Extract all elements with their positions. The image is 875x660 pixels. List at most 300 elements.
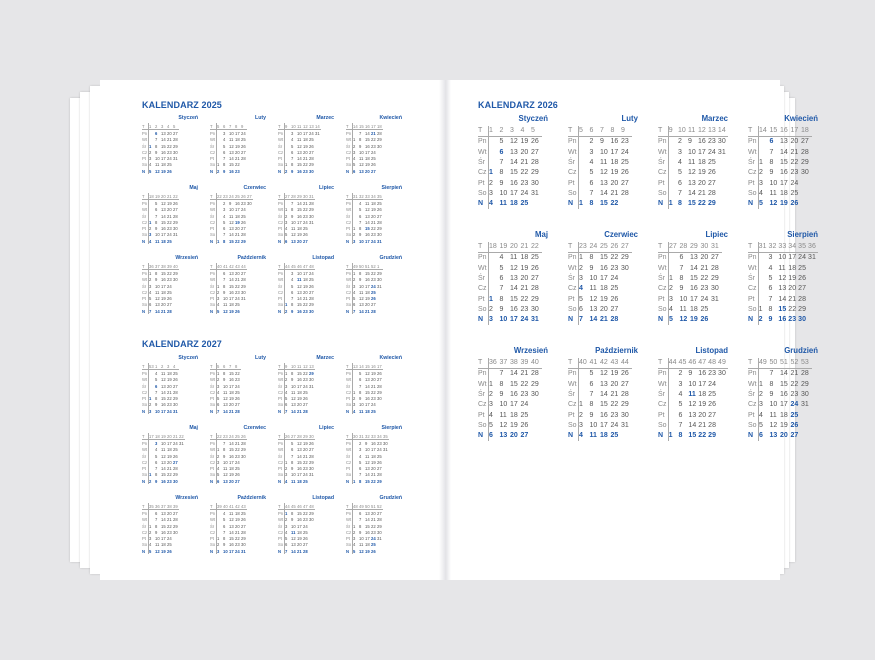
day-cell: 23 <box>700 285 709 293</box>
day-cell: 20 <box>698 411 707 419</box>
weekday-label: Pt <box>210 396 217 402</box>
day-cell: 15 <box>297 459 302 465</box>
day-cell: 7 <box>499 159 504 167</box>
week-number: 15 <box>365 363 370 369</box>
day-cell: 22 <box>371 389 376 395</box>
weekday-label: So <box>278 162 284 168</box>
day-cell: 2 <box>579 264 583 272</box>
month-2027-10 <box>210 496 266 554</box>
day-cell: 3 <box>291 130 294 136</box>
day-cell: 19 <box>235 219 240 225</box>
day-cell: 26 <box>309 283 314 289</box>
week-number: 29 <box>303 433 308 439</box>
day-cell: 20 <box>297 542 302 548</box>
week-number: 10 <box>291 123 296 129</box>
day-cell: 27 <box>798 285 806 293</box>
day-cell: 28 <box>377 517 382 523</box>
day-cell <box>621 199 632 209</box>
week-number: 48 <box>708 358 718 369</box>
week-header-label: T <box>568 242 579 253</box>
day-cell: 11 <box>688 391 696 399</box>
day-cell: 16 <box>229 168 234 174</box>
day-cell: 3 <box>291 270 294 276</box>
day-cell: 4 <box>217 466 220 472</box>
day-cell: 1 <box>758 305 763 313</box>
weekday-label: N <box>210 238 217 244</box>
week-number: 34 <box>788 242 798 253</box>
day-cell <box>801 420 812 430</box>
day-cell: 14 <box>600 391 608 399</box>
week-number: 42 <box>235 503 240 509</box>
day-cell: 23 <box>303 213 308 219</box>
day-cell: 7 <box>499 370 504 378</box>
day-cell: 8 <box>155 523 158 529</box>
week-number: 32 <box>365 433 370 439</box>
day-cell: 10 <box>499 316 508 324</box>
day-cell: 15 <box>297 162 302 168</box>
month-2027-8 <box>346 426 402 484</box>
day-cell: 24 <box>371 149 376 155</box>
day-cell: 6 <box>223 523 226 529</box>
weekday-label: Pn <box>478 136 489 147</box>
day-cell: 13 <box>778 285 787 293</box>
weekday-label: Pt <box>658 178 668 188</box>
day-cell: 4 <box>353 542 356 548</box>
week-number: 20 <box>167 433 172 439</box>
day-cell: 31 <box>621 421 629 429</box>
day-cell <box>718 431 728 441</box>
weekday-label: Cz <box>748 401 757 409</box>
month-grid <box>142 363 179 414</box>
day-cell: 9 <box>499 305 504 313</box>
day-cell: 8 <box>223 162 226 168</box>
day-cell <box>808 284 818 294</box>
week-number: 8 <box>235 363 241 370</box>
day-cell: 3 <box>217 459 220 465</box>
day-cell: 10 <box>155 408 160 414</box>
weekday-label: Śr <box>142 213 149 219</box>
day-cell: 9 <box>769 169 774 177</box>
week-number: 31 <box>359 433 364 439</box>
day-cell: 9 <box>223 453 226 459</box>
week-number: 38 <box>161 263 166 269</box>
day-cell: 12 <box>769 200 778 208</box>
month-grid <box>278 363 315 414</box>
week-number: 10 <box>678 126 688 137</box>
day-cell: 16 <box>297 377 302 383</box>
day-cell: 1 <box>149 219 152 225</box>
day-cell: 6 <box>677 179 682 187</box>
day-cell: 6 <box>223 149 226 155</box>
day-cell: 9 <box>229 200 232 206</box>
weekday-label: Śr <box>142 143 149 149</box>
month-grid <box>658 358 728 441</box>
day-cell: 7 <box>589 189 594 197</box>
day-cell: 23 <box>788 316 797 324</box>
week-header-label: T <box>278 123 285 130</box>
week-header-label: T <box>278 363 285 370</box>
day-cell: 5 <box>291 143 294 149</box>
day-cell: 26 <box>371 162 376 168</box>
day-cell: 18 <box>510 200 518 208</box>
day-cell: 3 <box>768 254 773 262</box>
day-cell <box>173 168 179 174</box>
day-cell: 6 <box>769 138 774 146</box>
day-cell: 4 <box>579 432 583 440</box>
day-cell <box>621 315 632 325</box>
month-2027-11 <box>278 496 334 554</box>
month-grid <box>346 123 383 174</box>
day-cell: 14 <box>229 232 234 238</box>
day-cell: 25 <box>303 226 308 232</box>
day-cell: 5 <box>149 548 152 554</box>
day-cell: 20 <box>520 148 529 156</box>
day-cell: 20 <box>371 377 376 383</box>
day-cell <box>531 199 542 209</box>
week-number: 23 <box>223 193 228 199</box>
day-cell: 14 <box>589 316 598 324</box>
weekday-label: Pt <box>278 226 285 232</box>
day-cell: 18 <box>161 542 166 548</box>
month-2025-10 <box>210 256 266 314</box>
week-number: 39 <box>173 503 178 509</box>
weekday-label: Pn <box>210 270 216 276</box>
day-cell: 22 <box>235 370 240 376</box>
day-cell: 27 <box>303 402 308 408</box>
day-cell: 23 <box>377 440 382 446</box>
weekday-label: Wt <box>568 264 577 272</box>
day-cell: 16 <box>229 542 234 548</box>
month-name: Październik <box>237 495 266 501</box>
weekday-label: Śr <box>278 213 285 219</box>
day-cell: 20 <box>790 138 799 146</box>
week-number: 38 <box>167 503 172 509</box>
day-cell: 8 <box>359 478 362 484</box>
day-cell: 4 <box>759 411 763 419</box>
day-cell <box>801 199 812 209</box>
day-cell: 22 <box>698 432 707 440</box>
week-number: 44 <box>668 358 678 369</box>
day-cell: 7 <box>359 383 362 389</box>
day-cell: 5 <box>223 517 226 523</box>
weekday-label: N <box>142 408 149 414</box>
day-cell: 30 <box>309 517 314 523</box>
day-cell: 6 <box>285 402 288 408</box>
week-number: 36 <box>808 242 818 253</box>
day-cell <box>621 294 632 304</box>
day-cell: 1 <box>149 143 152 149</box>
day-cell: 16 <box>297 168 302 174</box>
day-cell: 25 <box>798 264 806 272</box>
weekday-label: Śr <box>346 213 353 219</box>
day-cell: 7 <box>353 308 356 314</box>
day-cell: 5 <box>499 138 504 146</box>
day-cell: 17 <box>161 283 166 289</box>
day-cell: 24 <box>700 295 709 303</box>
day-cell: 4 <box>489 411 493 419</box>
day-cell: 12 <box>155 168 160 174</box>
day-cell: 9 <box>769 391 774 399</box>
day-cell <box>758 252 768 263</box>
week-number: 20 <box>161 193 166 199</box>
week-number: 34 <box>371 193 376 199</box>
week-number: 17 <box>791 126 802 137</box>
day-cell: 22 <box>371 270 376 276</box>
weekday-label: So <box>346 232 352 238</box>
week-number: 48 <box>309 503 314 509</box>
day-cell: 13 <box>365 510 370 516</box>
day-cell: 10 <box>688 380 697 388</box>
day-cell: 13 <box>690 254 698 262</box>
month-name: Wrzesień <box>513 346 548 355</box>
day-cell: 10 <box>589 421 598 429</box>
weekday-label: Cz <box>142 529 148 535</box>
day-cell: 7 <box>768 295 773 303</box>
day-cell: 21 <box>303 200 308 206</box>
weekday-label: Pn <box>210 440 216 446</box>
day-cell: 11 <box>291 226 296 232</box>
week-number: 53 <box>801 358 812 369</box>
day-cell: 2 <box>353 232 356 238</box>
month-2026-2 <box>568 115 638 209</box>
weekday-label: Pt <box>346 396 353 402</box>
day-cell: 9 <box>688 370 693 378</box>
day-cell: 30 <box>621 411 629 419</box>
day-cell: 2 <box>149 529 152 535</box>
day-cell: 24 <box>167 408 172 414</box>
day-cell: 2 <box>149 402 152 408</box>
weekday-label: N <box>278 548 285 554</box>
week-number: 31 <box>711 242 722 253</box>
day-cell: 2 <box>759 169 763 177</box>
week-number: 22 <box>217 433 222 439</box>
day-cell: 29 <box>621 254 629 262</box>
month-name: Sierpień <box>787 230 818 239</box>
day-cell: 11 <box>155 162 160 168</box>
day-cell: 6 <box>579 305 583 313</box>
day-cell <box>579 389 590 399</box>
day-cell: 16 <box>365 143 370 149</box>
month-grid <box>748 126 812 209</box>
day-cell: 16 <box>600 411 608 419</box>
day-cell <box>247 238 253 244</box>
day-cell: 26 <box>371 296 376 302</box>
week-number: 6 <box>590 126 601 137</box>
day-cell: 3 <box>149 156 152 162</box>
day-cell: 7 <box>579 316 583 324</box>
day-cell: 29 <box>531 380 539 388</box>
day-cell: 22 <box>520 169 529 177</box>
day-cell: 27 <box>173 459 178 465</box>
day-cell <box>241 478 247 484</box>
day-cell: 11 <box>589 285 597 293</box>
day-cell: 30 <box>173 277 178 283</box>
day-cell: 5 <box>759 421 763 429</box>
day-cell: 15 <box>297 302 302 308</box>
day-cell: 27 <box>173 383 178 389</box>
day-cell <box>621 273 632 283</box>
day-cell: 30 <box>377 529 382 535</box>
weekday-label: N <box>658 315 669 325</box>
day-cell: 16 <box>778 316 787 324</box>
day-cell: 30 <box>247 200 252 206</box>
week-number: 9 <box>668 126 678 137</box>
day-cell: 3 <box>759 179 763 187</box>
weekday-label: So <box>568 189 577 197</box>
day-cell: 25 <box>235 466 240 472</box>
weekday-label: N <box>478 431 489 441</box>
weekday-label: So <box>142 472 148 478</box>
week-number: 5 <box>217 363 224 370</box>
day-cell: 8 <box>589 200 594 208</box>
day-cell: 12 <box>297 440 302 446</box>
day-cell: 25 <box>309 137 314 143</box>
day-cell: 16 <box>510 179 518 187</box>
day-cell: 3 <box>217 548 220 554</box>
day-cell: 16 <box>690 285 698 293</box>
weekday-label: Wt <box>210 517 216 523</box>
day-cell: 11 <box>291 529 296 535</box>
day-cell: 18 <box>167 370 172 376</box>
week-number: 46 <box>297 503 302 509</box>
week-number: 11 <box>297 363 302 369</box>
day-cell <box>579 168 590 178</box>
day-cell: 5 <box>677 169 682 177</box>
day-cell: 4 <box>223 213 226 219</box>
week-number: 1 <box>489 126 500 137</box>
day-cell: 4 <box>149 542 152 548</box>
day-cell: 18 <box>698 391 707 399</box>
day-cell: 30 <box>173 226 178 232</box>
weekday-label: Wt <box>748 264 757 272</box>
weekday-label: Wt <box>210 207 216 213</box>
week-number: 22 <box>531 242 542 253</box>
day-cell: 23 <box>707 138 716 146</box>
day-cell: 13 <box>229 149 234 155</box>
weekday-label: Cz <box>478 285 487 293</box>
day-cell: 18 <box>235 510 240 516</box>
day-cell: 16 <box>365 277 370 283</box>
day-cell: 14 <box>365 219 370 225</box>
day-cell: 4 <box>353 408 356 414</box>
day-cell: 28 <box>621 189 629 197</box>
day-cell: 8 <box>155 270 158 276</box>
day-cell: 2 <box>489 391 493 399</box>
day-cell: 1 <box>579 254 583 262</box>
day-cell: 10 <box>155 156 160 162</box>
day-cell: 12 <box>600 169 608 177</box>
day-cell: 20 <box>610 179 619 187</box>
week-number: 35 <box>383 433 388 439</box>
week-number: 17 <box>149 433 154 439</box>
day-cell: 4 <box>353 289 356 295</box>
day-cell: 21 <box>610 391 619 399</box>
day-cell: 17 <box>297 472 302 478</box>
day-cell: 16 <box>510 391 518 399</box>
day-cell: 10 <box>297 130 302 136</box>
month-2026-10 <box>568 347 638 441</box>
day-cell: 17 <box>365 536 370 542</box>
day-cell: 8 <box>291 162 294 168</box>
week-number: 13 <box>353 363 358 369</box>
week-number: 33 <box>365 193 370 199</box>
day-cell: 8 <box>769 159 774 167</box>
day-cell: 12 <box>229 143 234 149</box>
day-cell: 15 <box>510 295 518 303</box>
weekday-label: Śr <box>210 383 217 389</box>
weekday-label: Pn <box>210 510 216 516</box>
day-cell: 26 <box>241 219 246 225</box>
day-cell: 1 <box>579 401 583 409</box>
week-number: 1 <box>149 123 156 130</box>
week-number: 35 <box>798 242 808 253</box>
month-2027-12 <box>346 496 402 554</box>
day-cell <box>241 308 247 314</box>
weekday-label: N <box>278 238 285 244</box>
day-cell: 26 <box>790 200 799 208</box>
day-cell <box>668 178 678 188</box>
day-cell: 4 <box>223 510 226 516</box>
day-cell: 13 <box>688 411 697 419</box>
day-cell: 6 <box>353 302 356 308</box>
weekday-label: Śr <box>210 143 217 149</box>
day-cell: 14 <box>223 408 228 414</box>
day-cell: 6 <box>359 466 362 472</box>
weekday-label: N <box>568 199 579 209</box>
day-cell: 7 <box>359 219 362 225</box>
month-name: Czerwiec <box>243 425 266 431</box>
day-cell: 31 <box>173 232 178 238</box>
day-cell: 16 <box>297 308 302 314</box>
day-cell <box>309 238 315 244</box>
day-cell <box>531 431 542 441</box>
day-cell: 23 <box>167 149 172 155</box>
weekday-label: Pt <box>478 294 489 304</box>
day-cell: 12 <box>291 536 296 542</box>
month-grid <box>210 263 247 314</box>
day-cell: 11 <box>297 137 302 143</box>
month-2025-9 <box>142 256 198 314</box>
day-cell: 30 <box>173 529 178 535</box>
week-number: 51 <box>365 263 370 269</box>
week-header-label: T <box>142 433 149 440</box>
day-cell: 26 <box>173 377 178 383</box>
day-cell: 10 <box>229 130 234 136</box>
day-cell: 26 <box>610 295 619 303</box>
weekday-label: So <box>210 472 216 478</box>
day-cell: 24 <box>708 380 716 388</box>
day-cell: 22 <box>167 219 172 225</box>
day-cell: 19 <box>698 401 707 409</box>
day-cell: 9 <box>291 168 294 174</box>
day-cell: 9 <box>768 316 773 324</box>
week-number: 52 <box>377 503 382 509</box>
week-number: 7 <box>229 363 235 370</box>
day-cell: 14 <box>161 517 166 523</box>
day-cell: 6 <box>359 213 362 219</box>
day-cell: 11 <box>365 453 370 459</box>
week-number: 49 <box>718 358 728 369</box>
weekday-label: Śr <box>748 273 758 283</box>
weekday-label: Pn <box>142 270 148 276</box>
weekday-label: Pt <box>142 466 149 472</box>
day-cell: 1 <box>149 472 152 478</box>
day-cell: 28 <box>610 316 619 324</box>
month-name: Lipiec <box>705 230 728 239</box>
day-cell: 7 <box>291 296 294 302</box>
day-cell: 2 <box>223 200 226 206</box>
day-cell: 28 <box>531 159 539 167</box>
